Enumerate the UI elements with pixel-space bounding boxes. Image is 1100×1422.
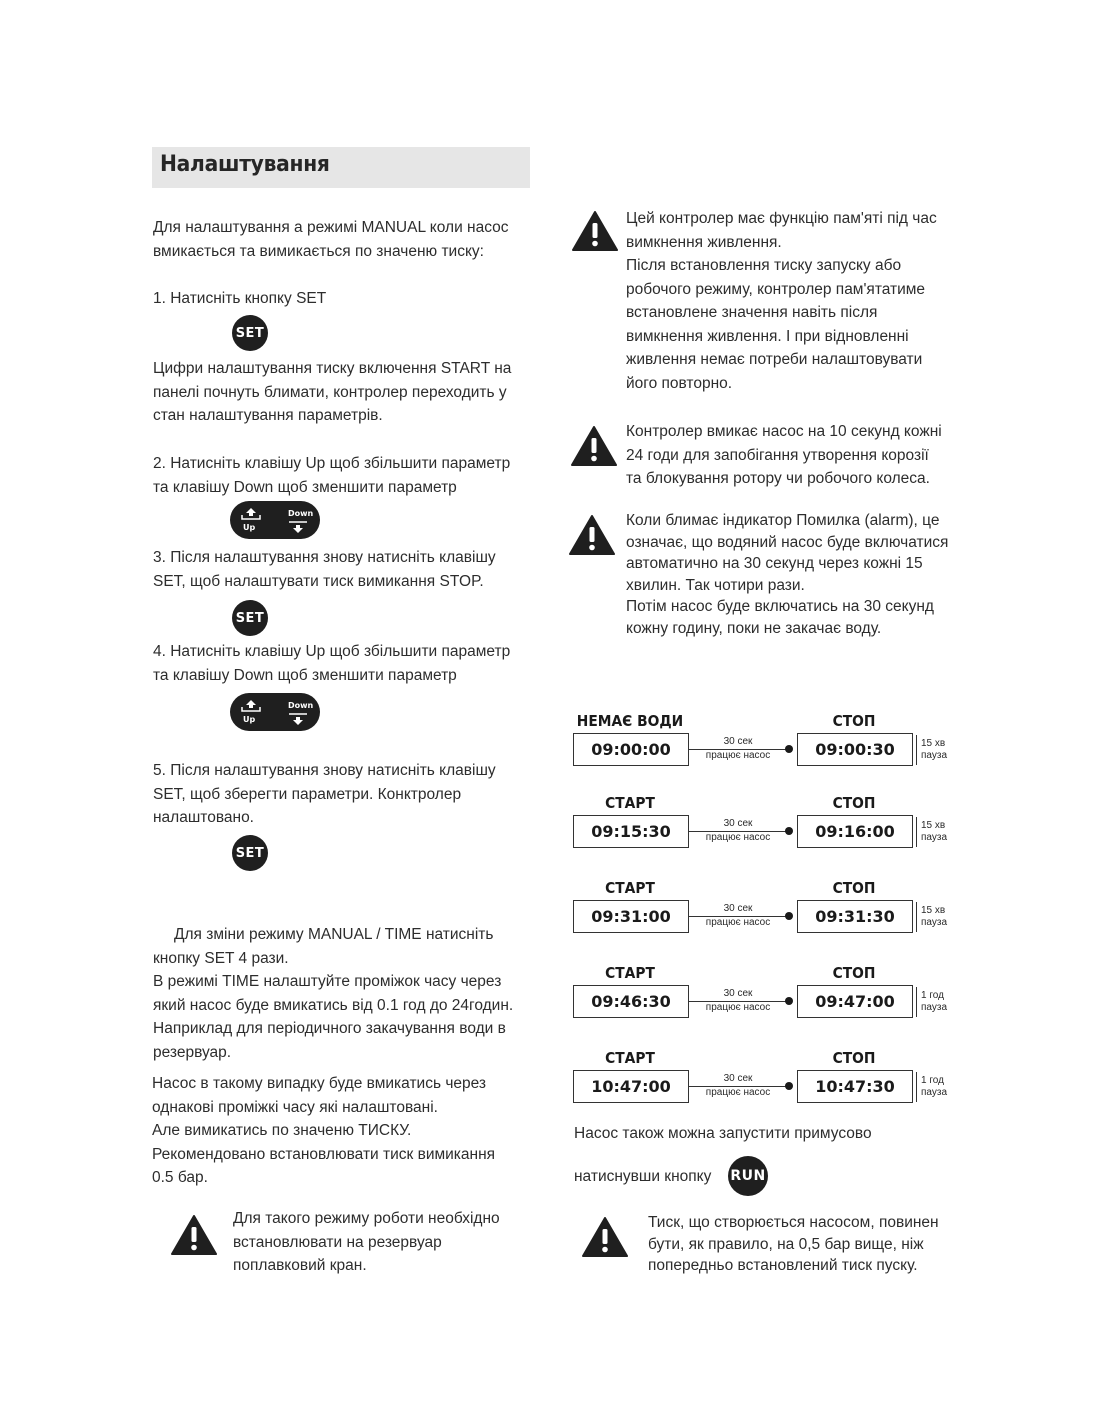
float-valve-warning: Для такого режиму роботи необхідно встановлювати на резервуар поплавковий кран. [233, 1210, 500, 1274]
down-button[interactable] [275, 501, 320, 539]
up-down-button[interactable] [230, 693, 320, 731]
stop-time: 09:16:00 [797, 815, 913, 848]
timeline-dot [785, 745, 793, 753]
stop-label: СТОП [832, 964, 876, 982]
step-1-text: 1. Натисніть кнопку SET [153, 290, 327, 307]
pause-label: 15 хв пауза [921, 738, 948, 761]
pump-running-label: працює насос [705, 832, 771, 843]
alarm-warning: Коли блимає індикатор Помилка (alarm), це означає, що водяний насос буде включатися автоматично на 30 секунд через кожні 15 хвилин. Так чотири рази. Потім насос буде включатись на 30 секунд кожну годину, поки не закачає воду. [626, 512, 949, 637]
pump-text: Насос в такому випадку буде вмикатись через однакові проміжкі часу які налаштовані. Але вимикатись по значеню ТИСКУ. Рекомендовано встановлювати тиск вимикання 0.5 бар. [152, 1075, 496, 1186]
duration-label: 30 сек [723, 818, 753, 829]
step-4-text: 4. Натисніть клавішу Up щоб збільшити параметр та клавішу Down щоб зменшити параметр [153, 643, 511, 684]
up-label: Up [243, 523, 256, 532]
step-3-text: 3. Після налаштування знову натисніть клавішу SET, щоб налаштувати тиск вимикання STOP. [153, 549, 496, 590]
warning-icon [582, 1216, 628, 1258]
down-button[interactable] [275, 693, 320, 731]
step-2-text: 2. Натисніть клавішу Up щоб збільшити параметр та клавішу Down щоб зменшити параметр [153, 455, 511, 496]
memory-warning: Цей контролер має функцію пам'яті під час вимкнення живлення. Після встановлення тиску запуску або робочого режиму, контролер пам'ятатиме встановлене значення навіть після вимкнення живлення. І при відновленні живлення немає потреби налаштовувати його повторно. [626, 210, 937, 392]
warning-icon [171, 1214, 217, 1256]
pause-label: 15 хв пауза [921, 905, 948, 928]
start-label: НЕМАЄ ВОДИ [576, 712, 684, 730]
pressure-warning: Тиск, що створюється насосом, повинен бути, як правило, на 0,5 бар вище, ніж попередньо встановлений тиск пуску. [648, 1214, 939, 1274]
duration-label: 30 сек [723, 1073, 753, 1084]
timeline-dot [785, 1082, 793, 1090]
start-label: СТАРТ [605, 964, 655, 982]
step-5-text: 5. Після налаштування знову натисніть клавішу SET, щоб зберегти параметри. Конктролер налаштовано. [153, 762, 496, 826]
force-start-text: Насос також можна запустити примусово [574, 1125, 872, 1142]
stop-label: СТОП [832, 1049, 876, 1067]
stop-time: 10:47:30 [797, 1070, 913, 1103]
pump-running-label: працює насос [705, 750, 771, 761]
set-button[interactable]: SET [232, 835, 268, 871]
set-button[interactable]: SET [232, 315, 268, 351]
set-button[interactable]: SET [232, 600, 268, 636]
press-button-text: натиснувши кнопку [574, 1168, 712, 1185]
pump-running-label: працює насос [705, 917, 771, 928]
start-time: 09:46:30 [573, 985, 689, 1018]
stop-label: СТОП [832, 712, 876, 730]
duration-label: 30 сек [723, 903, 753, 914]
step-1-description: Цифри налаштування тиску включення START на панелі почнуть блимати, контролер переходить у стан налаштування параметрів. [153, 360, 512, 424]
stop-time: 09:47:00 [797, 985, 913, 1018]
mode-text: Для зміни режиму MANUAL / TIME натисніть кнопку SET 4 рази. В режимі TIME налаштуйте проміжок часу через який насос буде вмикатись від 0.1 год до 24годин. Наприклад для періодичного закачування води в резервуар. [153, 926, 514, 1061]
alarm-timeline [570, 712, 960, 1112]
stop-time: 09:31:30 [797, 900, 913, 933]
anti-corrosion-warning: Контролер вмикає насос на 10 секунд кожні 24 годи для запобігання утворення корозії та блокування ротору чи робочого колеса. [626, 423, 942, 487]
start-time: 10:47:00 [573, 1070, 689, 1103]
timeline-dot [785, 912, 793, 920]
duration-label: 30 сек [723, 736, 753, 747]
start-time: 09:00:00 [573, 733, 689, 766]
duration-label: 30 сек [723, 988, 753, 999]
up-down-button[interactable] [230, 501, 320, 539]
down-label: Down [288, 509, 314, 518]
stop-time: 09:00:30 [797, 733, 913, 766]
warning-icon [569, 514, 615, 556]
stop-label: СТОП [832, 879, 876, 897]
start-label: СТАРТ [605, 1049, 655, 1067]
pause-label: 1 год пауза [921, 1075, 948, 1098]
pause-label: 15 хв пауза [921, 820, 948, 843]
start-time: 09:31:00 [573, 900, 689, 933]
up-arrow-icon [240, 699, 262, 713]
stop-label: СТОП [832, 794, 876, 812]
section-heading: Налаштування [160, 152, 330, 177]
timeline-dot [785, 997, 793, 1005]
start-label: СТАРТ [605, 794, 655, 812]
warning-icon [572, 210, 618, 252]
intro-text: Для налаштування а режимі MANUAL коли насос вмикається та вимикається по значеню тиску: [153, 219, 509, 260]
up-button[interactable] [230, 693, 275, 731]
down-label: Down [288, 701, 314, 710]
start-label: СТАРТ [605, 879, 655, 897]
run-button[interactable]: RUN [728, 1156, 768, 1196]
timeline-dot [785, 827, 793, 835]
down-arrow-icon [287, 520, 309, 534]
pump-running-label: працює насос [705, 1087, 771, 1098]
pause-label: 1 год пауза [921, 990, 948, 1013]
pump-running-label: працює насос [705, 1002, 771, 1013]
start-time: 09:15:30 [573, 815, 689, 848]
warning-icon [571, 425, 617, 467]
up-button[interactable] [230, 501, 275, 539]
down-arrow-icon [287, 712, 309, 726]
up-label: Up [243, 715, 256, 724]
up-arrow-icon [240, 507, 262, 521]
